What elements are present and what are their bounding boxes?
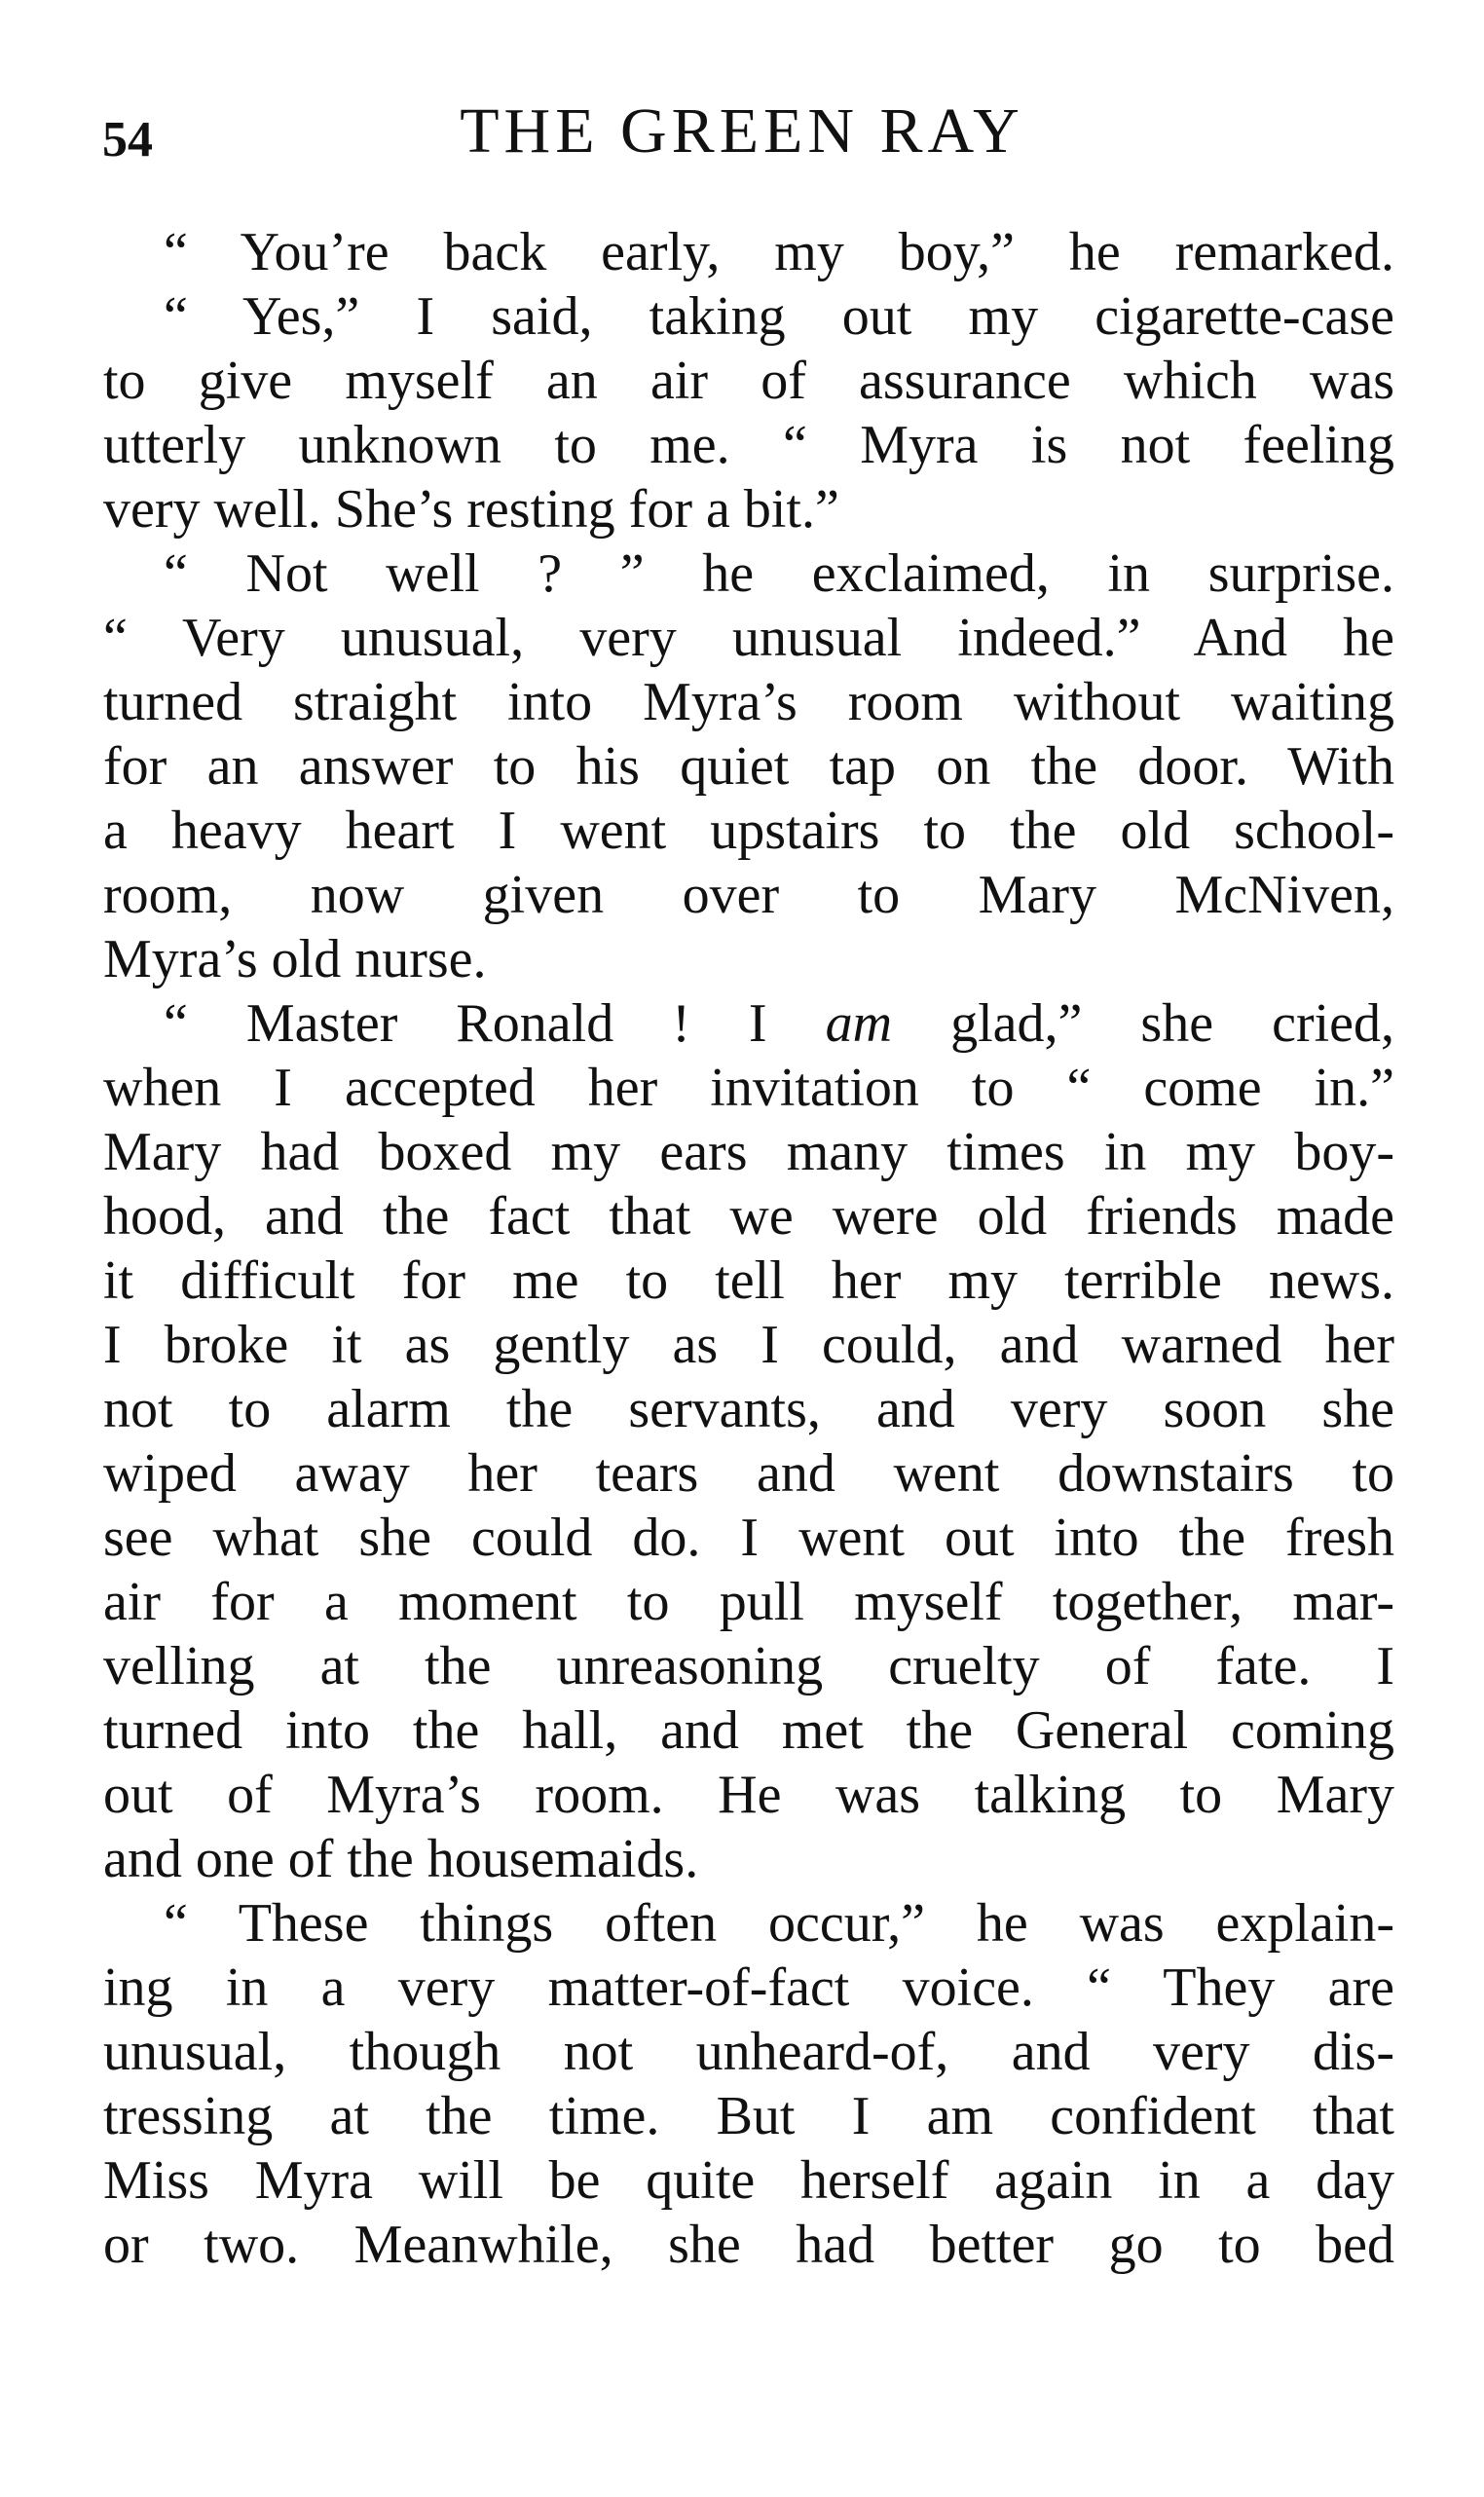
body-text xyxy=(103,220,1394,2277)
text-line: I broke it as gently as I could, and warned her xyxy=(103,1315,1394,1375)
text-line: Myra’s old nurse. xyxy=(103,929,487,989)
text-line: tressing at the time. But I am confident that xyxy=(103,2086,1394,2146)
text-line: room, now given over to Mary McNiven, xyxy=(103,865,1394,925)
text-line: Miss Myra will be quite herself again in a day xyxy=(103,2150,1394,2211)
text-line: or two. Meanwhile, she had better go to bed xyxy=(103,2215,1394,2275)
text-line: not to alarm the servants, and very soon she xyxy=(103,1379,1394,1439)
text-line: and one of the housemaids. xyxy=(103,1829,699,1889)
text-line: when I accepted her invitation to “ come in.” xyxy=(103,1058,1394,1118)
text-line: “ Yes,” I said, taking out my cigarette-case xyxy=(164,286,1394,347)
text-line: a heavy heart I went upstairs to the old school- xyxy=(103,801,1394,861)
text-line: “ Very unusual, very unusual indeed.” And he xyxy=(103,608,1394,668)
text-line: for an answer to his quiet tap on the door. With xyxy=(103,736,1394,797)
text-line: “ Not well ? ” he exclaimed, in surprise. xyxy=(164,543,1394,604)
text-line xyxy=(103,991,1394,1056)
text-line: hood, and the fact that we were old friends made xyxy=(103,1186,1394,1247)
text-line: out of Myra’s room. He was talking to Mary xyxy=(103,1765,1394,1825)
text-line: see what she could do. I went out into the fresh xyxy=(103,1508,1394,1568)
text-line: ing in a very matter-of-fact voice. “ They are xyxy=(103,1957,1394,2018)
text-line: very well. She’s resting for a bit.” xyxy=(103,479,839,540)
text-line: to give myself an air of assurance which was xyxy=(103,351,1394,411)
text-line: turned straight into Myra’s room without waiting xyxy=(103,672,1394,732)
text-line: Mary had boxed my ears many times in my boy- xyxy=(103,1122,1394,1182)
text-line: utterly unknown to me. “ Myra is not feeling xyxy=(103,415,1394,475)
text-line: turned into the hall, and met the General coming xyxy=(103,1700,1394,1761)
text-line: velling at the unreasoning cruelty of fate. I xyxy=(103,1636,1394,1696)
text-line: it difficult for me to tell her my terrible news. xyxy=(103,1250,1394,1311)
text-line: air for a moment to pull myself together, mar- xyxy=(103,1572,1394,1632)
text-segment: “ Master Ronald ! I xyxy=(164,993,767,1054)
emphasis-text: am xyxy=(825,993,893,1054)
running-title: THE GREEN RAY xyxy=(460,95,1024,167)
page-number: 54 xyxy=(102,112,153,168)
text-line: wiped away her tears and went downstairs to xyxy=(103,1443,1394,1504)
text-line: “ These things often occur,” he was explain- xyxy=(164,1893,1394,1954)
text-line: unusual, though not unheard-of, and very dis- xyxy=(103,2022,1394,2082)
text-segment: glad,” she cried, xyxy=(892,993,1394,1054)
text-line: “ You’re back early, my boy,” he remarked. xyxy=(164,222,1394,282)
